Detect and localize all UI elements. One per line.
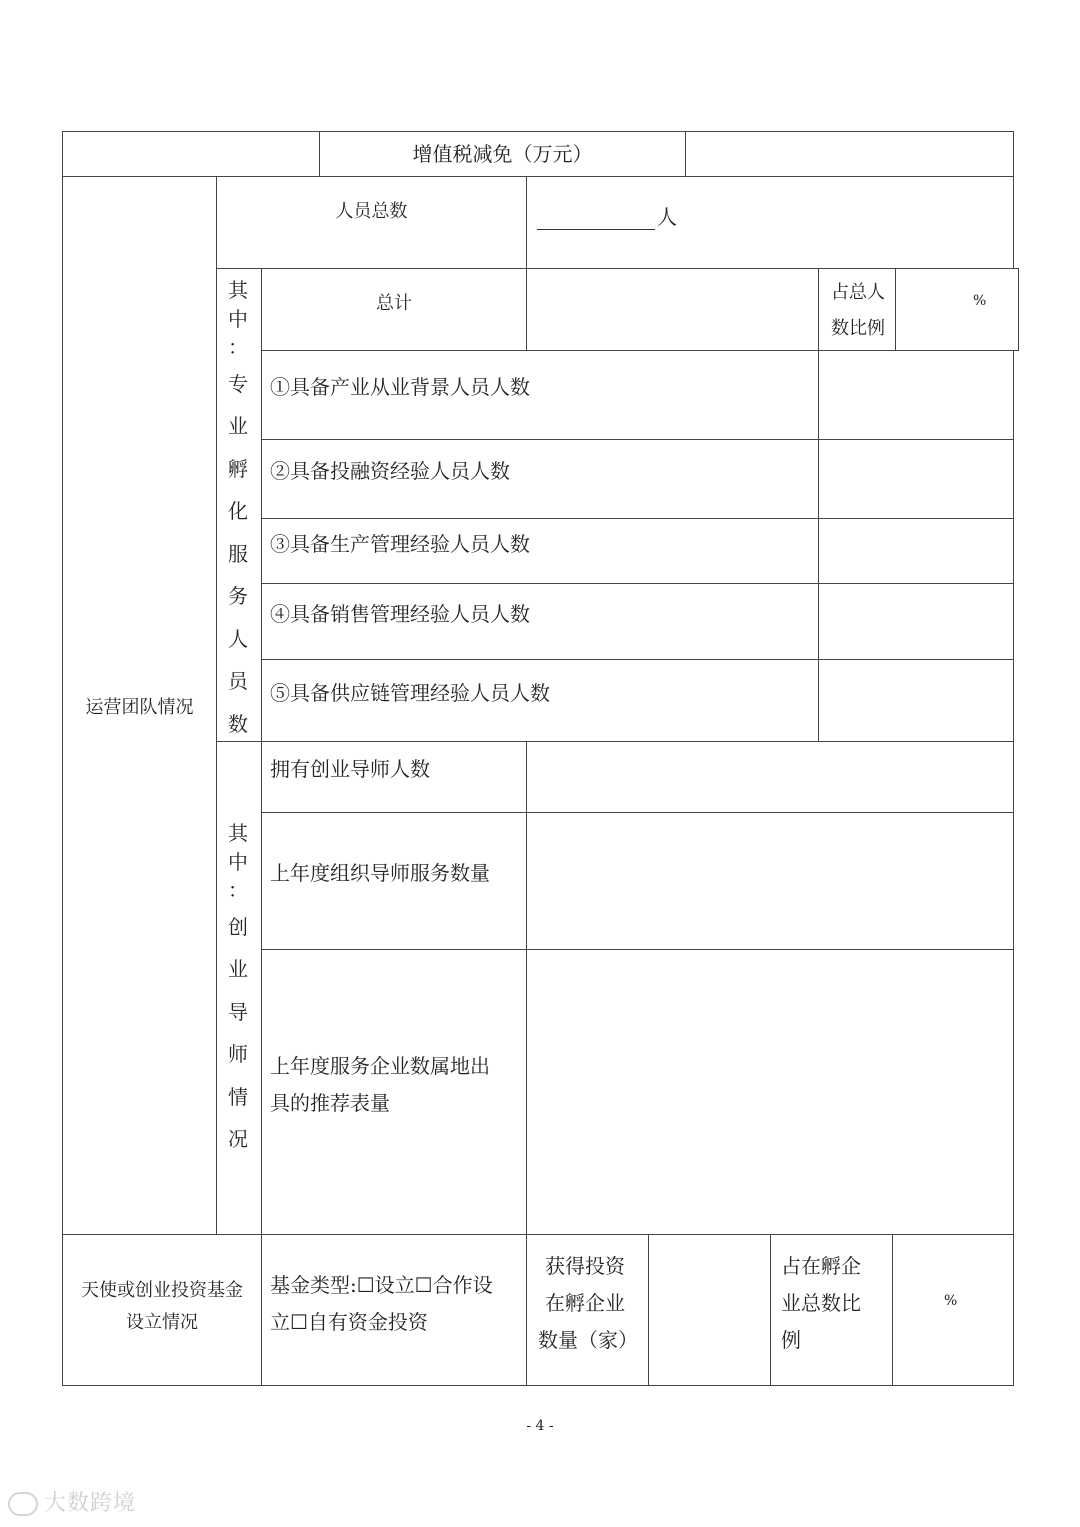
specialist-total-label-cell	[261, 268, 527, 351]
fund-ratio-line1: 占在孵企	[781, 1254, 861, 1278]
tax-label: 增值税减免（万元）	[412, 141, 593, 166]
specialist-row-2-value-cell[interactable]	[818, 439, 1014, 519]
tax-blank-cell	[62, 131, 320, 177]
specialist-group-cell	[216, 268, 262, 742]
fund-invested-line2: 在孵企业	[545, 1291, 625, 1315]
team-section-cell	[62, 176, 217, 1235]
total-staff-label: 人员总数	[335, 201, 408, 222]
specialist-row-5-label-cell	[261, 659, 819, 742]
mentor-row-1-label: 拥有创业导师人数	[270, 757, 430, 781]
page-number: - 4 -	[526, 1418, 554, 1434]
mentor-row-1-label-cell	[261, 741, 527, 813]
total-staff-label-cell	[216, 176, 527, 269]
specialist-row-2-label-cell	[261, 439, 819, 519]
specialist-total-label: 总计	[376, 293, 412, 314]
specialist-total-value-cell[interactable]	[526, 268, 819, 351]
specialist-row-4-label: ④具备销售管理经验人员人数	[270, 602, 530, 626]
mentor-row-3-label-cell	[261, 949, 527, 1235]
fund-ratio-value-cell[interactable]	[892, 1234, 1014, 1386]
specialist-row-3-label-cell	[261, 518, 819, 584]
mentor-row-3-value-cell[interactable]	[526, 949, 1014, 1235]
fund-ratio-unit: %	[944, 1293, 958, 1309]
specialist-ratio-unit: %	[973, 293, 987, 309]
mentor-row-2-value-cell[interactable]	[526, 812, 1014, 950]
total-staff-unit: 人	[657, 205, 677, 229]
total-staff-input-line[interactable]	[537, 207, 655, 230]
watermark-text: 大数跨境	[44, 1491, 137, 1516]
specialist-row-5-label: ⑤具备供应链管理经验人员人数	[270, 681, 550, 705]
fund-label-line1: 天使或创业投资基金	[81, 1280, 243, 1301]
team-section-label: 运营团队情况	[85, 696, 194, 718]
mentor-row-3-label-line1: 上年度服务企业数属地出	[270, 1054, 490, 1078]
mentor-row-2-label: 上年度组织导师服务数量	[270, 861, 490, 885]
fund-invested-line1: 获得投资	[545, 1254, 625, 1278]
fund-type-cell[interactable]	[261, 1234, 527, 1386]
mentor-row-1-value-cell[interactable]	[526, 741, 1014, 813]
specialist-row-1-label: ①具备产业从业背景人员人数	[270, 375, 530, 399]
specialist-row-1-label-cell	[261, 350, 819, 440]
fund-invested-line3: 数量（家）	[538, 1328, 638, 1352]
specialist-row-3-value-cell[interactable]	[818, 518, 1014, 584]
total-staff-value-cell[interactable]	[526, 176, 1014, 269]
fund-label-line2: 设立情况	[126, 1312, 198, 1333]
fund-invested-value-cell[interactable]	[648, 1234, 771, 1386]
fund-label-cell	[62, 1234, 262, 1386]
fund-ratio-line2: 业总数比	[781, 1291, 861, 1315]
specialist-ratio-label-cell	[818, 268, 896, 351]
specialist-row-2-label: ②具备投融资经验人员人数	[270, 459, 510, 483]
mentor-row-3-label-line2: 具的推荐表量	[270, 1091, 390, 1115]
specialist-row-1-value-cell[interactable]	[818, 350, 1014, 440]
specialist-ratio-value-cell[interactable]	[895, 268, 1019, 351]
mentor-group-cell	[216, 741, 262, 1235]
fund-ratio-label-cell	[770, 1234, 893, 1386]
mentor-group-label: 其 中 ： 创 业 导 师 情 况	[228, 821, 248, 1151]
tax-value-cell[interactable]	[685, 131, 1014, 177]
fund-type-line1[interactable]: 基金类型:☐设立☐合作设	[270, 1273, 493, 1297]
tax-label-cell	[319, 131, 686, 177]
specialist-row-4-label-cell	[261, 583, 819, 660]
specialist-ratio-label-line1: 占总人	[831, 282, 885, 303]
specialist-row-3-label: ③具备生产管理经验人员人数	[270, 532, 530, 556]
specialist-row-5-value-cell[interactable]	[818, 659, 1014, 742]
mentor-row-2-label-cell	[261, 812, 527, 950]
watermark	[8, 1486, 136, 1517]
fund-ratio-line3: 例	[781, 1328, 801, 1352]
specialist-group-label: 其 中 ： 专 业 孵 化 服 务 人 员 数	[228, 278, 248, 736]
watermark-logo-icon	[8, 1492, 38, 1516]
specialist-ratio-label-line2: 数比例	[831, 318, 885, 339]
fund-invested-label-cell	[526, 1234, 649, 1386]
specialist-row-4-value-cell[interactable]	[818, 583, 1014, 660]
fund-type-line2[interactable]: 立☐自有资金投资	[270, 1310, 428, 1334]
